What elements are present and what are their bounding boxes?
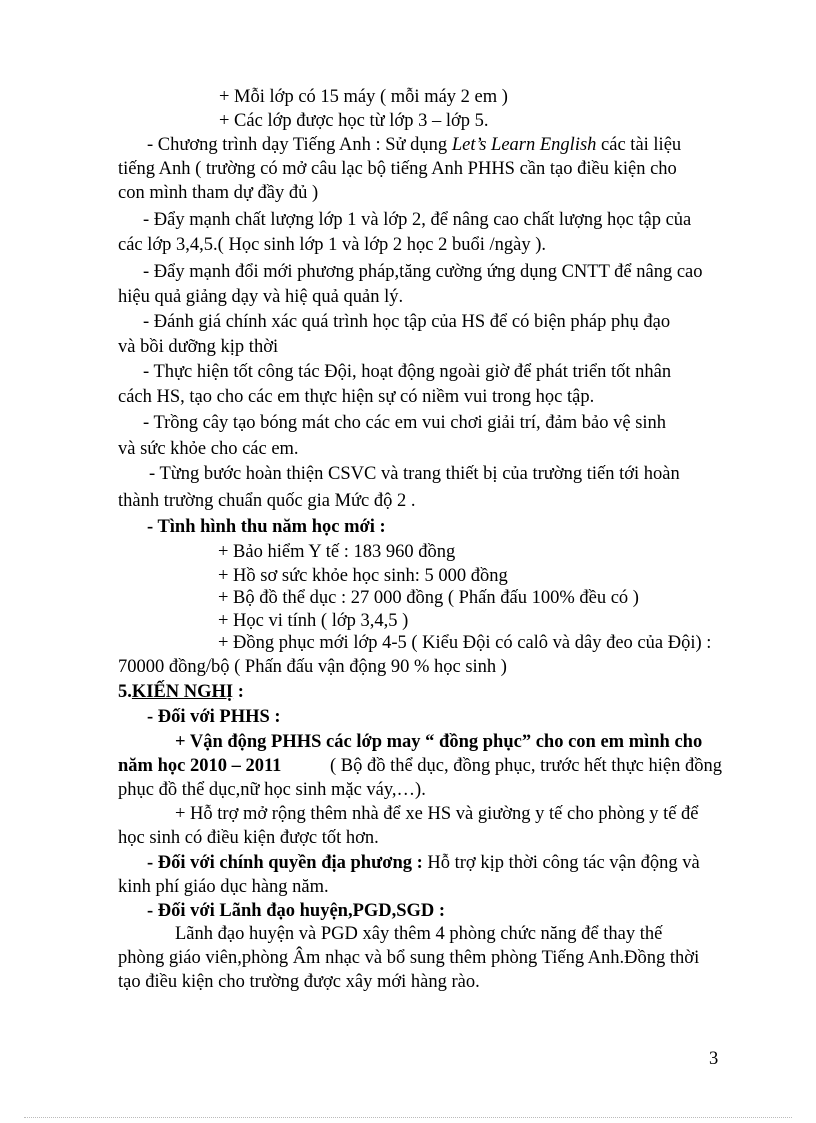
list-item: + Mỗi lớp có 15 máy ( mỗi máy 2 em ) (219, 87, 508, 107)
paragraph-line: phục đồ thể dục,nữ học sinh mặc váy,…). (118, 780, 426, 800)
subsection-heading (147, 706, 281, 728)
text-run: : (233, 682, 244, 702)
list-item: + Học vi tính ( lớp 3,4,5 ) (218, 611, 409, 631)
paragraph-line: kinh phí giáo dục hàng năm. (118, 877, 329, 897)
bold-text: năm học 2010 – 2011 (118, 756, 282, 776)
paragraph-line (118, 755, 722, 777)
section-title: KIẾN NGHỊ (131, 682, 234, 702)
paragraph-line (175, 731, 702, 753)
text-run: - Chương trình dạy Tiếng Anh : Sử dụng (147, 135, 452, 155)
paragraph-line: - Đẩy mạnh đổi mới phương pháp,tăng cường ứng dụng CNTT để nâng cao (143, 262, 703, 282)
paragraph-line: - Đẩy mạnh chất lượng lớp 1 và lớp 2, để nâng cao chất lượng học tập của (143, 210, 692, 230)
paragraph-line: cách HS, tạo cho các em thực hiện sự có niềm vui trong học tập. (118, 387, 595, 407)
footer-divider (24, 1117, 792, 1118)
list-item-continuation: 70000 đồng/bộ ( Phấn đấu vận động 90 % học sinh ) (118, 657, 507, 677)
list-item: + Các lớp được học từ lớp 3 – lớp 5. (219, 111, 489, 131)
paragraph-line: tạo điều kiện cho trường được xây mới hàng rào. (118, 972, 480, 992)
text-run: ( Bộ đồ thể dục, đồng phục, trước hết thực hiện đồng (325, 756, 722, 776)
page-number: 3 (709, 1049, 719, 1069)
list-item: + Hồ sơ sức khỏe học sinh: 5 000 đồng (218, 566, 508, 586)
section-heading (118, 681, 244, 703)
list-item: + Bảo hiểm Y tế : 183 960 đồng (218, 542, 456, 562)
section-number: 5. (118, 682, 132, 702)
bold-text: + Vận động PHHS các lớp may “ đồng phục” cho con em mình cho (175, 732, 703, 752)
bold-text: - Tình hình thu năm học mới : (147, 517, 386, 537)
bold-text: - Đối với Lãnh đạo huyện,PGD,SGD : (147, 901, 446, 921)
paragraph-line: - Đánh giá chính xác quá trình học tập của HS để có biện pháp phụ đạo (143, 312, 671, 332)
paragraph-line: học sinh có điều kiện được tốt hơn. (118, 828, 379, 848)
paragraph-line: tiếng Anh ( trường có mở câu lạc bộ tiếng Anh PHHS cần tạo điều kiện cho (118, 159, 677, 179)
paragraph-line: - Trồng cây tạo bóng mát cho các em vui chơi giải trí, đảm bảo vệ sinh (143, 413, 667, 433)
bold-text: - Đối với PHHS : (147, 707, 281, 727)
subsection-heading (147, 900, 445, 922)
paragraph-line: thành trường chuẩn quốc gia Mức độ 2 . (118, 491, 416, 511)
paragraph-line: - Thực hiện tốt công tác Đội, hoạt động ngoài giờ để phát triển tốt nhân (143, 362, 672, 382)
paragraph-line: con mình tham dự đầy đủ ) (118, 183, 319, 203)
paragraph-line: phòng giáo viên,phòng Âm nhạc và bổ sung thêm phòng Tiếng Anh.Đồng thời (118, 948, 700, 968)
paragraph-line: hiệu quả giảng dạy và hiệ quả quản lý. (118, 287, 404, 307)
paragraph-line (147, 852, 700, 874)
list-item: + Bộ đồ thể dục : 27 000 đồng ( Phấn đấu 100% đều có ) (218, 588, 639, 608)
italic-text-run: Let’s Learn English (451, 135, 597, 155)
paragraph-line (147, 134, 681, 156)
paragraph-line: + Hỗ trợ mở rộng thêm nhà để xe HS và giường y tế cho phòng y tế để (175, 804, 699, 824)
paragraph-line: và sức khỏe cho các em. (118, 439, 299, 459)
paragraph-line: - Từng bước hoàn thiện CSVC và trang thiết bị của trường tiến tới hoàn (149, 464, 680, 484)
paragraph-line: các lớp 3,4,5.( Học sinh lớp 1 và lớp 2 học 2 buổi /ngày ). (118, 235, 547, 255)
bold-text: - Đối với chính quyền địa phương : (147, 853, 423, 873)
text-run: Hỗ trợ kịp thời công tác vận động và (422, 853, 700, 873)
list-item: + Đồng phục mới lớp 4-5 ( Kiểu Đội có calô và dây đeo của Đội) : (218, 633, 712, 653)
paragraph-line: Lãnh đạo huyện và PGD xây thêm 4 phòng chức năng để thay thế (175, 924, 663, 944)
paragraph-line: và bồi dưỡng kịp thời (118, 337, 279, 357)
text-run: các tài liệu (596, 135, 682, 155)
section-subheading (147, 516, 386, 538)
